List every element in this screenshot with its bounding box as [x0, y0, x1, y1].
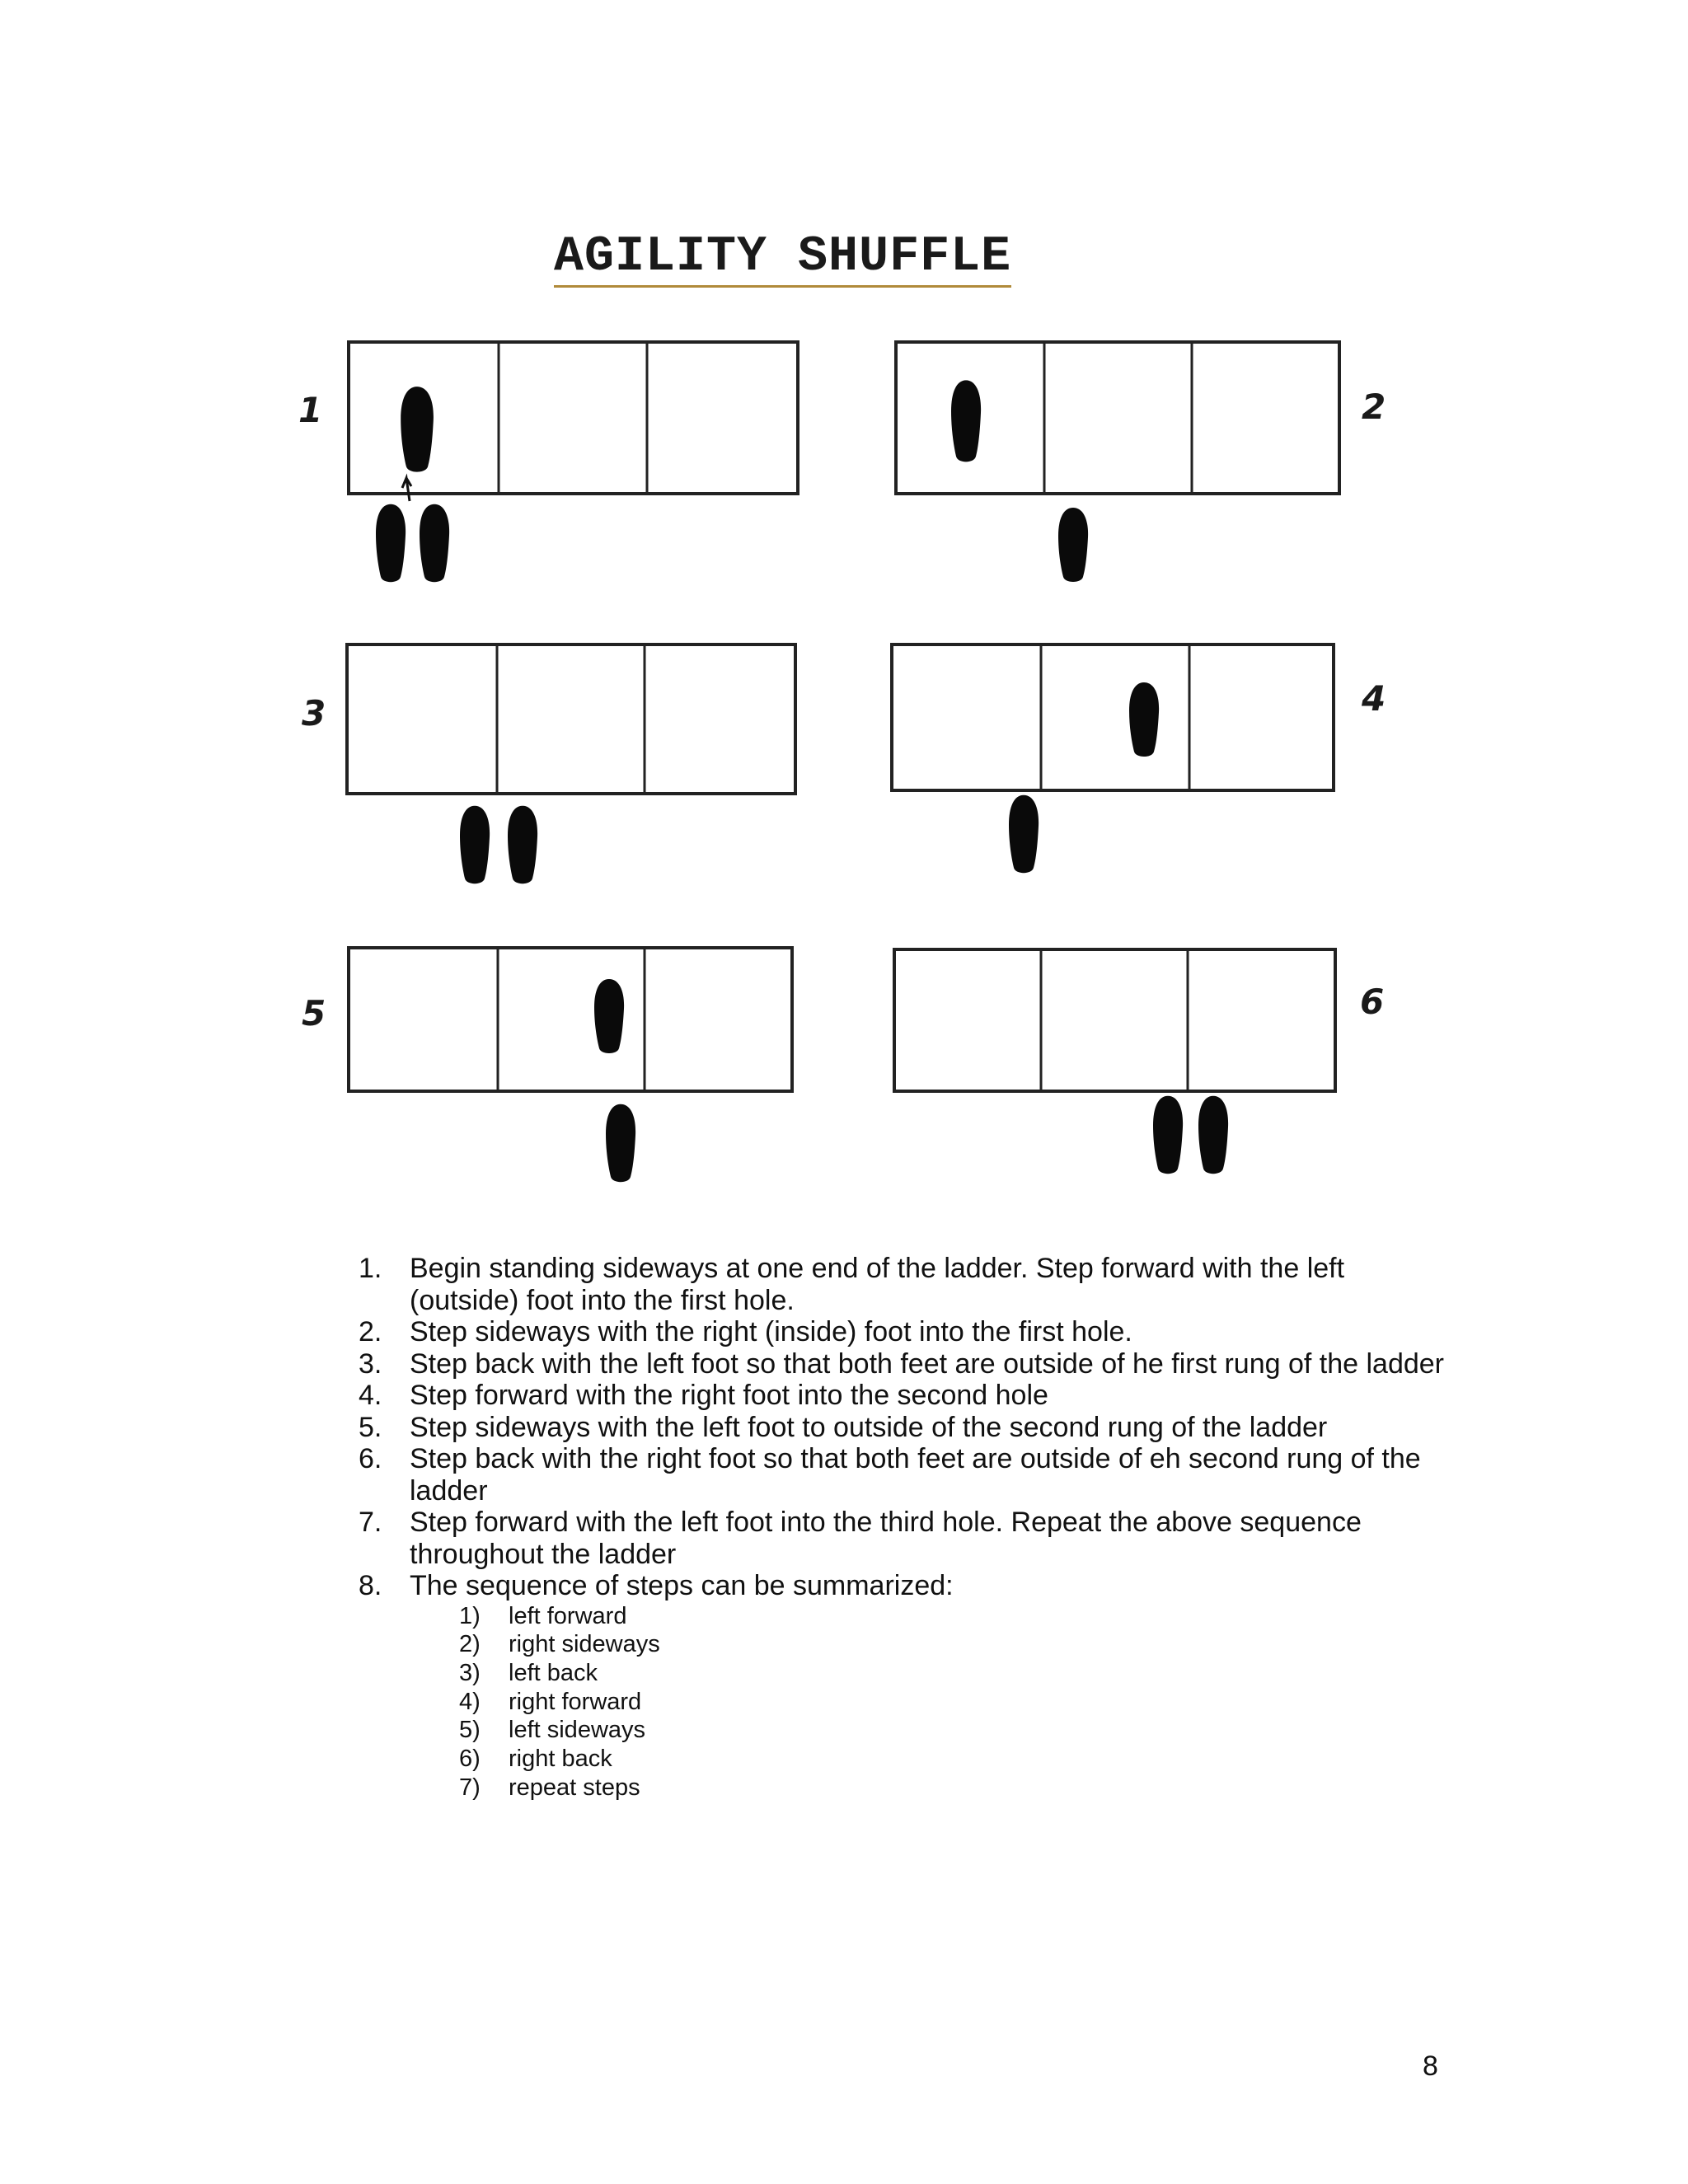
- ladder-panel-3: [302, 644, 795, 883]
- ladder-panel-6: [894, 949, 1384, 1174]
- footprint-icon: [1129, 682, 1159, 757]
- summary-list: [459, 1602, 1447, 1802]
- arrow-icon: [402, 478, 411, 501]
- ladder-panel-4: [892, 644, 1386, 873]
- footprint-icon: [460, 806, 490, 883]
- panel-label-4: 4: [1362, 678, 1386, 719]
- summary-item: 4) right forward: [459, 1688, 642, 1715]
- list-item: 4. Step forward with the right foot into the second hole: [359, 1380, 1048, 1411]
- ladder-panel-2: [896, 342, 1386, 582]
- footprint-icon: [951, 380, 981, 462]
- footprint-icon: [420, 504, 449, 583]
- footprint-icon: [1058, 508, 1088, 582]
- summary-item: 3) left back: [459, 1659, 598, 1686]
- panel-label-6: 6: [1360, 982, 1385, 1022]
- panel-label-5: 5: [302, 993, 326, 1033]
- summary-item: 5) left sideways: [459, 1717, 646, 1744]
- panel-label-2: 2: [1362, 387, 1386, 427]
- list-item: 3. Step back with the left foot so that both feet are outside of he first rung of the ladder: [359, 1347, 1444, 1380]
- footprint-icon: [606, 1104, 635, 1183]
- ladder-panel-5: [302, 948, 792, 1182]
- summary-item: 7) repeat steps: [459, 1774, 640, 1801]
- footprint-icon: [594, 979, 624, 1053]
- footprint-icon: [376, 504, 406, 583]
- panel-label-3: 3: [302, 693, 326, 733]
- list-item: 5. Step sideways with the left foot to outside of the second rung of the ladder: [359, 1411, 1328, 1443]
- list-item: 8. The sequence of steps can be summarized:: [359, 1570, 954, 1601]
- list-item: 1. Begin standing sideways at one end of the ladder. Step forward with the left (outside) foot into the first hole.: [359, 1253, 1345, 1316]
- list-item: 2. Step sideways with the right (inside) foot into the first hole.: [359, 1316, 1132, 1347]
- instructions-list: [359, 1253, 1447, 1802]
- summary-item: 1) left forward: [459, 1602, 627, 1629]
- footprint-icon: [1009, 795, 1039, 873]
- footprint-icon: [401, 387, 434, 471]
- summary-item: 6) right back: [459, 1746, 612, 1773]
- list-item: 7. Step forward with the left foot into the third hole. Repeat the above sequence throughout the ladder: [359, 1507, 1362, 1570]
- panel-label-1: 1: [298, 390, 323, 430]
- list-item: 6. Step back with the right foot so that both feet are outside of eh second rung of the ladder: [359, 1443, 1421, 1507]
- ladder-panel-1: [298, 342, 798, 582]
- page-number: 8: [1423, 2050, 1438, 2082]
- footprint-icon: [508, 806, 537, 883]
- summary-item: 2) right sideways: [459, 1631, 660, 1658]
- footprint-icon: [1153, 1096, 1183, 1174]
- footprint-icon: [1198, 1096, 1228, 1174]
- page-title: AGILITY SHUFFLE: [554, 231, 1011, 288]
